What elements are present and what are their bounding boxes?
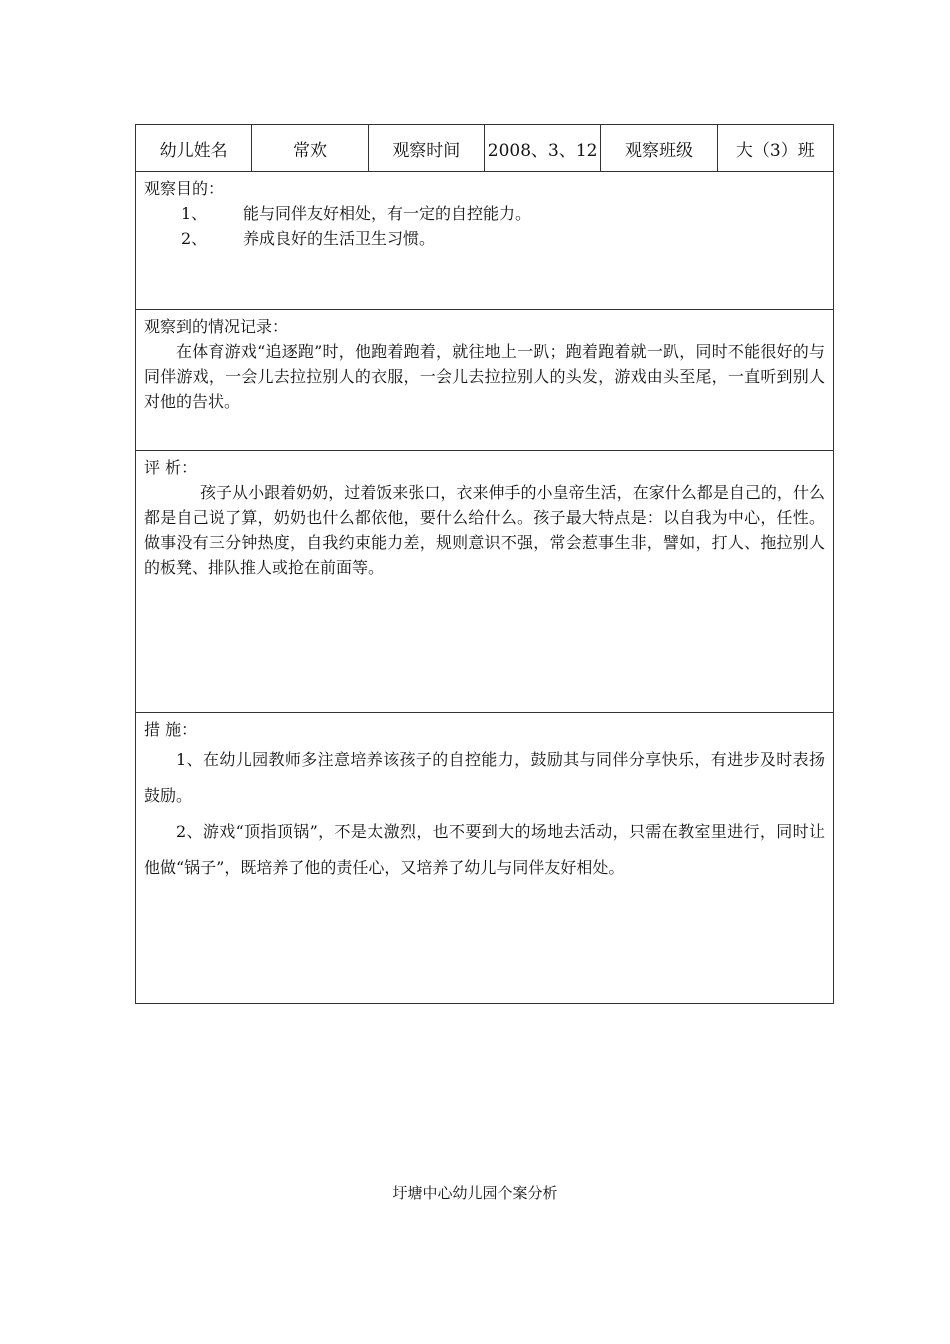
class-label: 观察班级: [601, 125, 717, 171]
purpose-item: [144, 226, 825, 251]
record-section: [136, 310, 833, 451]
time-label: 观察时间: [369, 125, 485, 171]
time-value: 2008、3、12: [485, 125, 601, 171]
analysis-text: 孩子从小跟着奶奶，过着饭来张口，衣来伸手的小皇帝生活，在家什么都是自己的，什么都是自己说了算，奶奶也什么都依他，要什么给什么。孩子最大特点是：以自我为中心，任性。做事没有三分钟热度，自我约束能力差，规则意识不强，常会惹事生非，譬如，打人、拖拉别人的板凳、排队推人或抢在前面等。: [144, 483, 825, 577]
purpose-section: [136, 172, 833, 310]
measures-section: [136, 713, 833, 1003]
analysis-title: 评 析：: [144, 458, 198, 477]
analysis-section: [136, 451, 833, 713]
class-value: 大（3）班: [735, 140, 815, 161]
purpose-item-text: 能与同伴友好相处，有一定的自控能力。: [243, 204, 532, 223]
purpose-item-number: 2、: [181, 229, 208, 248]
measure-item: 2、游戏“顶指顶锅”，不是太激烈，也不要到大的场地去活动，只需在教室里进行，同时让他做“锅子”，既培养了他的责任心，又培养了幼儿与同伴友好相处。: [144, 822, 825, 877]
purpose-item-text: 养成良好的生活卫生习惯。: [243, 229, 436, 248]
purpose-item-number: 1、: [181, 204, 208, 223]
header-row: [136, 125, 833, 172]
name-value: 常欢: [252, 125, 368, 171]
page-footer: 圩塘中心幼儿园个案分析: [392, 1184, 558, 1202]
measure-item: 1、在幼儿园教师多注意培养该孩子的自控能力，鼓励其与同伴分享快乐，有进步及时表扬鼓励。: [144, 750, 825, 805]
name-label: 幼儿姓名: [136, 125, 252, 171]
measures-title: 措 施：: [144, 720, 198, 739]
purpose-title: 观察目的：: [144, 179, 225, 198]
record-title: 观察到的情况记录：: [144, 317, 289, 336]
record-text: 在体育游戏“追逐跑”时，他跑着跑着，就往地上一趴；跑着跑着就一趴，同时不能很好的与同伴游戏，一会儿去拉拉别人的衣服，一会儿去拉拉别人的头发，游戏由头至尾，一直听到别人对他的告状。: [144, 342, 825, 411]
case-record-table: [135, 124, 834, 1004]
purpose-item: [144, 201, 825, 226]
